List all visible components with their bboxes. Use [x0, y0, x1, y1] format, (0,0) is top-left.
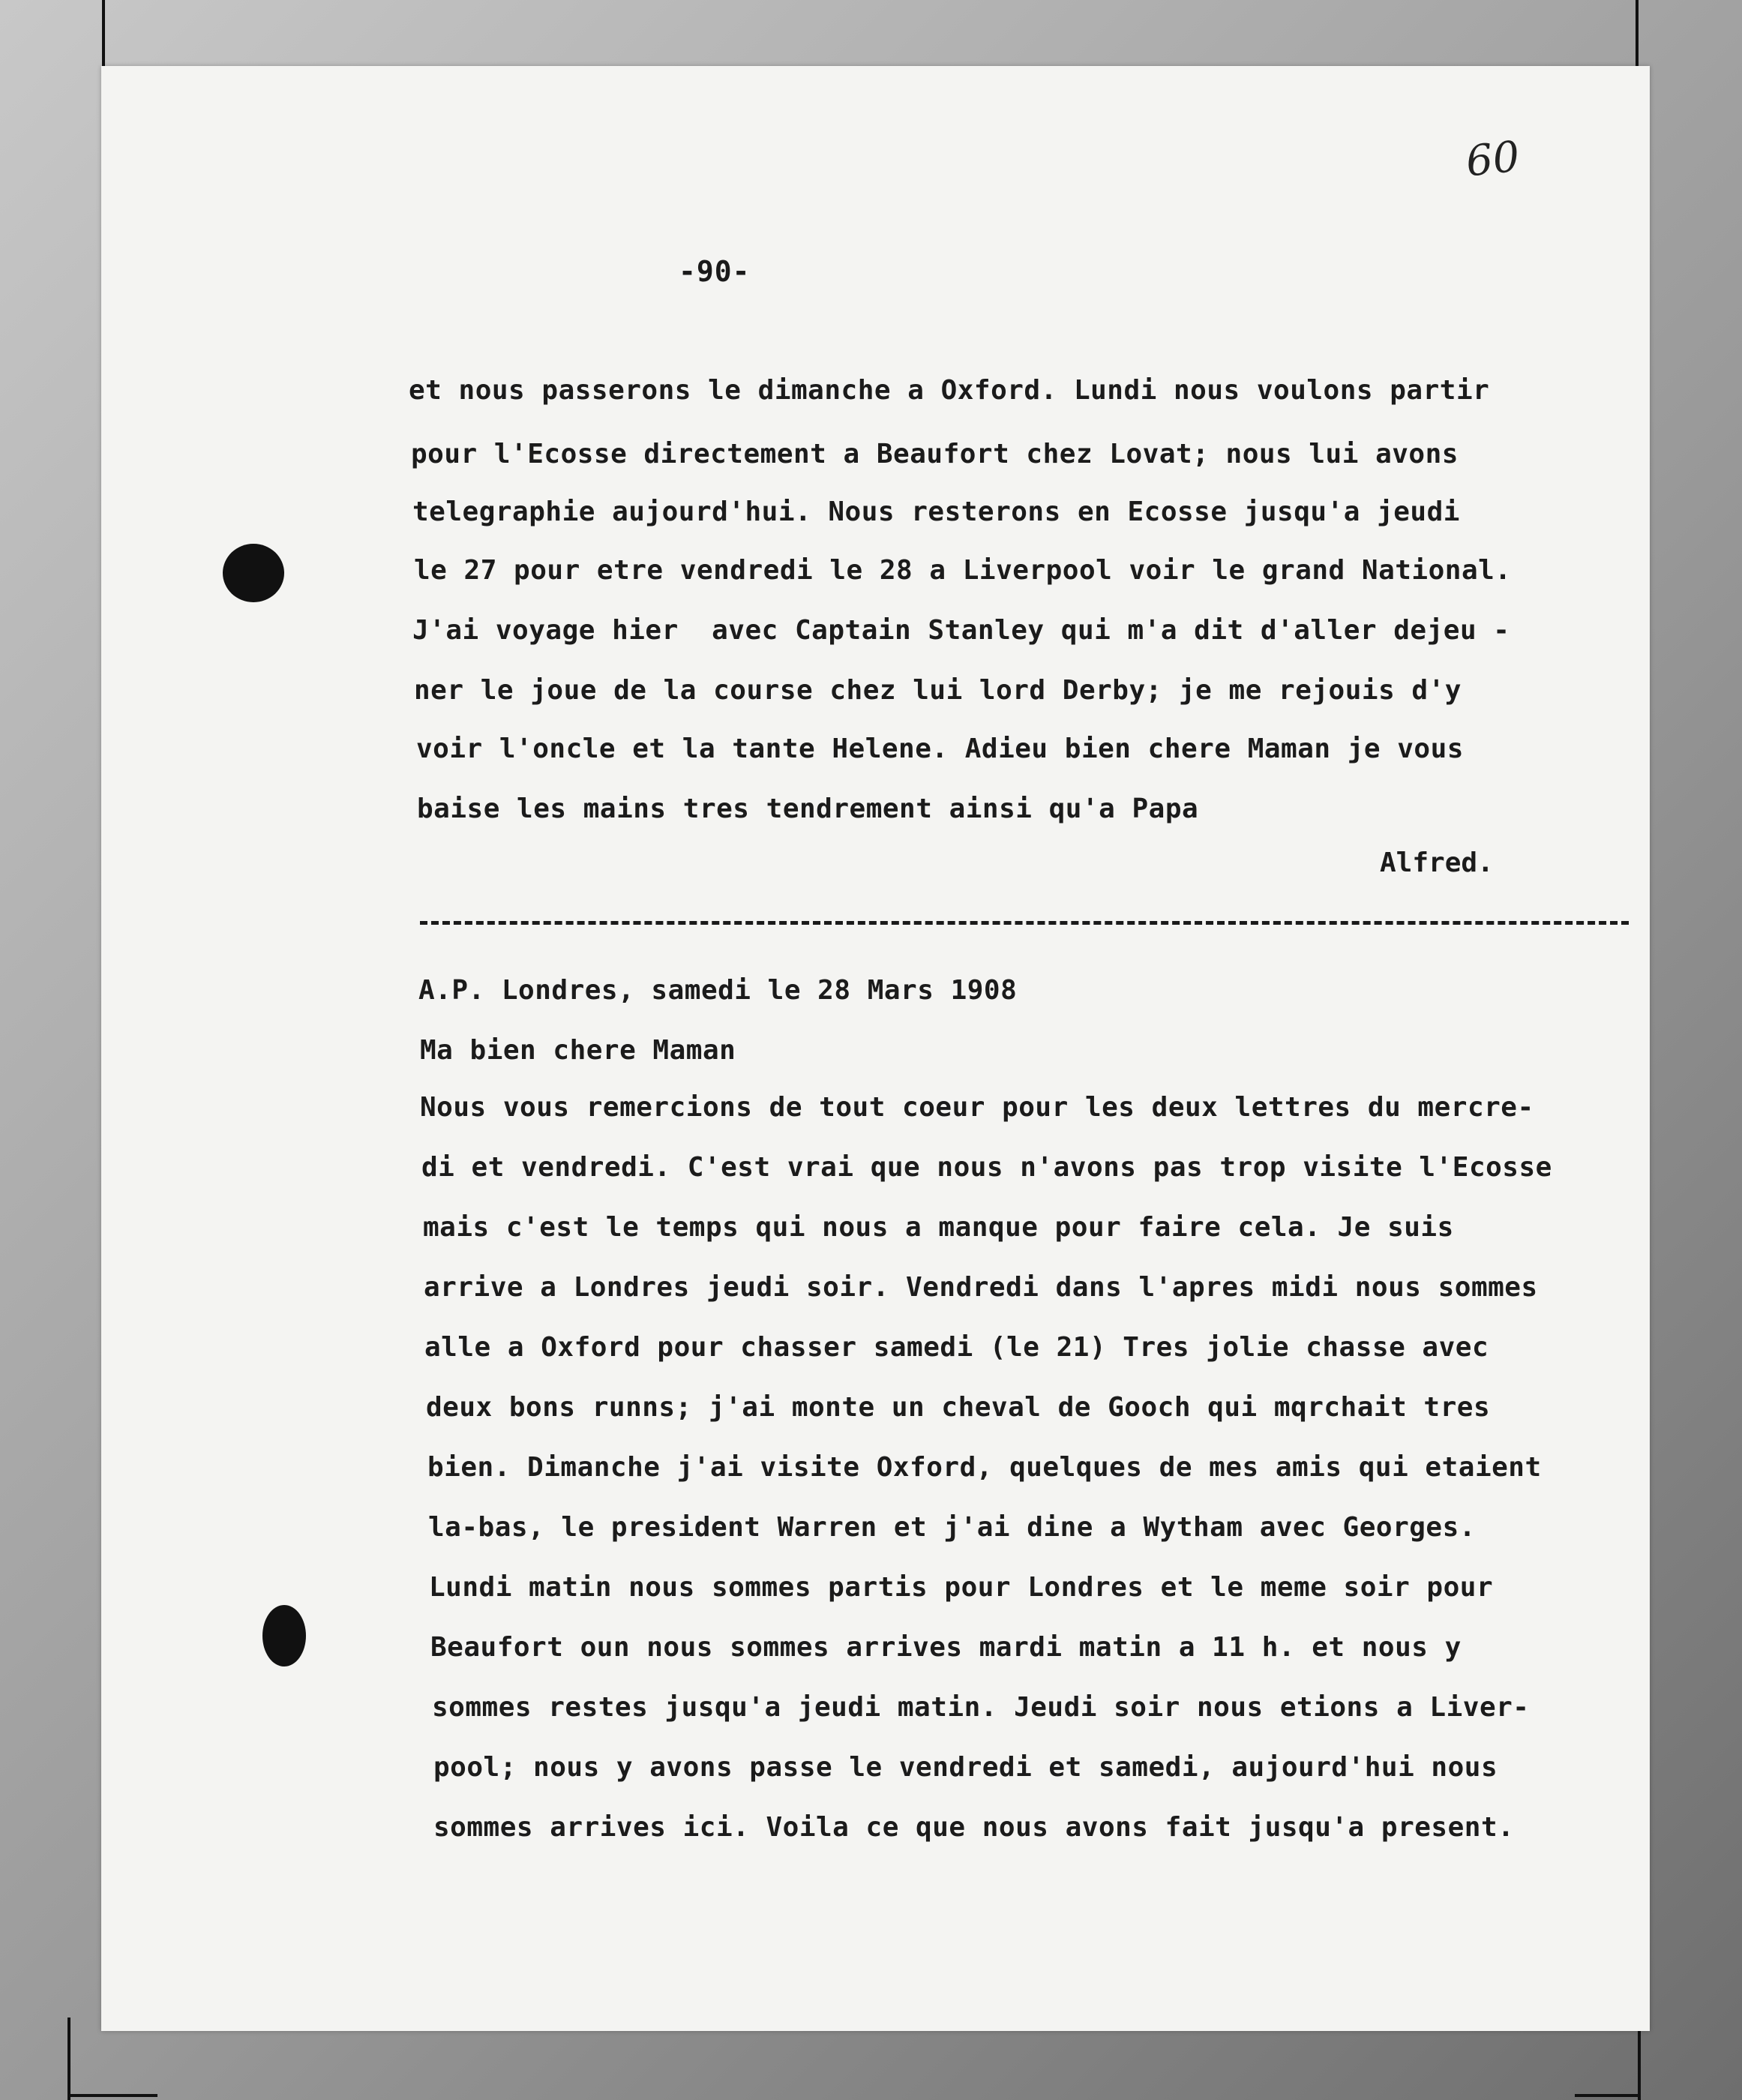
crop-mark-bottom-left-horizontal [67, 2094, 157, 2097]
crop-mark-top-right [1636, 0, 1639, 66]
letter2-line: di et vendredi. C'est vrai que nous n'avons pas trop visite l'Ecosse [421, 1152, 1552, 1183]
letter2-salutation: Ma bien chere Maman [420, 1035, 736, 1066]
letter2-line: sommes restes jusqu'a jeudi matin. Jeudi soir nous etions a Liver- [432, 1692, 1530, 1723]
letter2-line: pool; nous y avons passe le vendredi et samedi, aujourd'hui nous [433, 1752, 1498, 1783]
letter1-line: voir l'oncle et la tante Helene. Adieu bien chere Maman je vous [416, 734, 1464, 764]
letter1-line: baise les mains tres tendrement ainsi qu'a Papa [417, 794, 1199, 824]
letter1-line: et nous passerons le dimanche a Oxford. Lundi nous voulons partir [409, 375, 1490, 406]
letter2-line: mais c'est le temps qui nous a manque pour faire cela. Je suis [423, 1212, 1454, 1243]
letter2-line: Nous vous remercions de tout coeur pour les deux lettres du mercre- [420, 1092, 1534, 1123]
letter2-line: la-bas, le president Warren et j'ai dine a Wytham avec Georges. [428, 1512, 1476, 1543]
letter2-line: arrive a Londres jeudi soir. Vendredi dans l'apres midi nous sommes [424, 1272, 1538, 1303]
letter1-line: le 27 pour etre vendredi le 28 a Liverpool voir le grand National. [414, 555, 1512, 586]
crop-mark-bottom-right-horizontal [1575, 2094, 1641, 2097]
letter1-line: J'ai voyage hier avec Captain Stanley qui m'a dit d'aller dejeu - [412, 615, 1510, 646]
punch-hole-upper [223, 544, 284, 602]
page-number: -90- [679, 255, 751, 288]
letter2-line: Beaufort oun nous sommes arrives mardi matin a 11 h. et nous y [430, 1632, 1462, 1663]
crop-mark-top-left [102, 0, 105, 69]
letter1-line: telegraphie aujourd'hui. Nous resterons en Ecosse jusqu'a jeudi [412, 496, 1460, 527]
crop-mark-bottom-left-vertical [67, 2018, 70, 2100]
letter2-line: sommes arrives ici. Voila ce que nous avons fait jusqu'a present. [433, 1812, 1515, 1843]
letter2-line: Lundi matin nous sommes partis pour Londres et le meme soir pour [429, 1572, 1494, 1603]
letter1-line: ner le joue de la course chez lui lord Derby; je me rejouis d'y [414, 675, 1462, 706]
letter2-line: bien. Dimanche j'ai visite Oxford, quelques de mes amis qui etaient [427, 1452, 1542, 1483]
letter1-line: pour l'Ecosse directement a Beaufort chez Lovat; nous lui avons [411, 439, 1459, 470]
typed-page [101, 66, 1650, 2031]
punch-hole-lower [262, 1605, 306, 1666]
letter-separator [420, 921, 1629, 925]
handwritten-folio-number: 60 [1463, 132, 1522, 187]
letter2-line: alle a Oxford pour chasser samedi (le 21) Tres jolie chasse avec [424, 1332, 1489, 1363]
letter2-line: deux bons runns; j'ai monte un cheval de Gooch qui mqrchait tres [426, 1392, 1491, 1423]
letter2-header: A.P. Londres, samedi le 28 Mars 1908 [418, 975, 1018, 1006]
letter1-signature: Alfred. [1380, 848, 1494, 878]
